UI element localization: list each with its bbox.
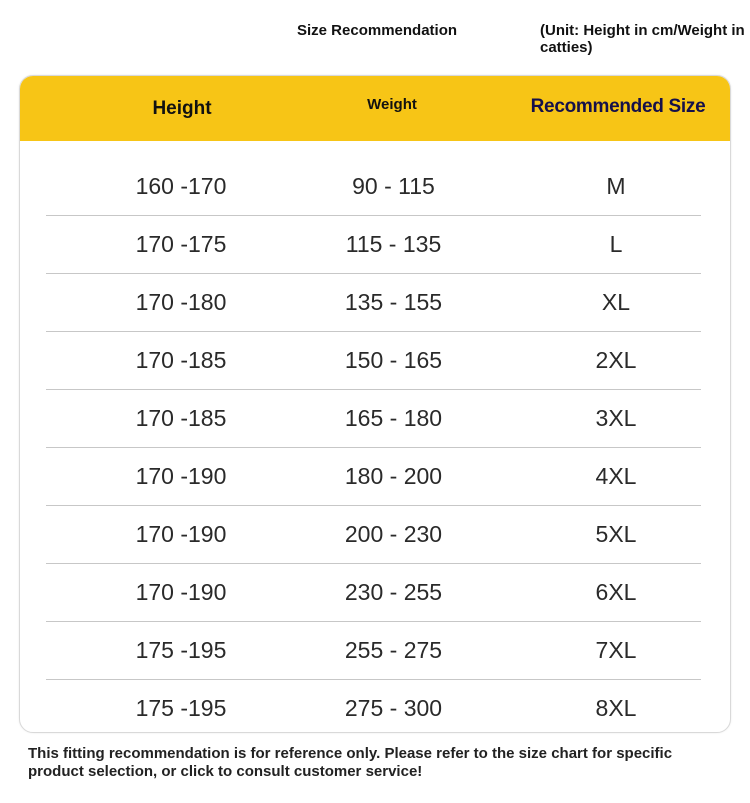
- weight-cell: 200 - 230: [344, 521, 443, 547]
- height-cell: 160 -170: [135, 173, 227, 199]
- weight-cell: 275 - 300: [344, 695, 443, 721]
- column-header-weight: Weight: [367, 96, 417, 113]
- size-cell: 8XL: [595, 695, 637, 721]
- table-row: [46, 158, 701, 216]
- height-cell: 170 -190: [135, 521, 227, 547]
- table-row: [46, 680, 701, 733]
- table-row: [46, 564, 701, 622]
- size-cell: 6XL: [595, 579, 637, 605]
- column-header-recommended-size: Recommended Size: [530, 95, 706, 117]
- table-row: [46, 216, 701, 274]
- weight-cell: 230 - 255: [344, 579, 443, 605]
- height-cell: 170 -190: [135, 463, 227, 489]
- table-row: [46, 332, 701, 390]
- page-title: Size Recommendation: [297, 22, 458, 39]
- height-cell: 170 -175: [135, 231, 227, 257]
- weight-cell: 135 - 155: [344, 289, 443, 315]
- unit-note: (Unit: Height in cm/Weight in catties): [540, 22, 745, 56]
- size-table-card: [19, 75, 731, 733]
- height-cell: 170 -185: [135, 347, 227, 373]
- height-cell: 170 -180: [135, 289, 227, 315]
- weight-cell: 255 - 275: [344, 637, 443, 663]
- size-cell: 7XL: [595, 637, 637, 663]
- table-row: [46, 622, 701, 680]
- height-cell: 175 -195: [135, 637, 227, 663]
- size-cell: 5XL: [595, 521, 637, 547]
- height-cell: 175 -195: [135, 695, 227, 721]
- size-cell: 2XL: [595, 347, 637, 373]
- height-cell: 170 -185: [135, 405, 227, 431]
- weight-cell: 90 - 115: [352, 173, 435, 199]
- size-cell: M: [606, 173, 626, 199]
- weight-cell: 165 - 180: [344, 405, 443, 431]
- height-cell: 170 -190: [135, 579, 227, 605]
- table-header: [20, 76, 730, 141]
- column-header-height: Height: [152, 97, 212, 119]
- weight-cell: 150 - 165: [344, 347, 443, 373]
- weight-cell: 115 - 135: [345, 231, 442, 257]
- table-row: [46, 274, 701, 332]
- weight-cell: 180 - 200: [344, 463, 443, 489]
- size-cell: 4XL: [595, 463, 637, 489]
- size-cell: XL: [601, 289, 631, 315]
- table-row: [46, 506, 701, 564]
- table-row: [46, 448, 701, 506]
- table-row: [46, 390, 701, 448]
- size-cell: 3XL: [595, 405, 637, 431]
- table-body: [46, 158, 701, 733]
- size-cell: L: [609, 231, 623, 257]
- disclaimer-note: This fitting recommendation is for reference only. Please refer to the size chart for specific product selection, or click to consult customer service!: [28, 745, 673, 780]
